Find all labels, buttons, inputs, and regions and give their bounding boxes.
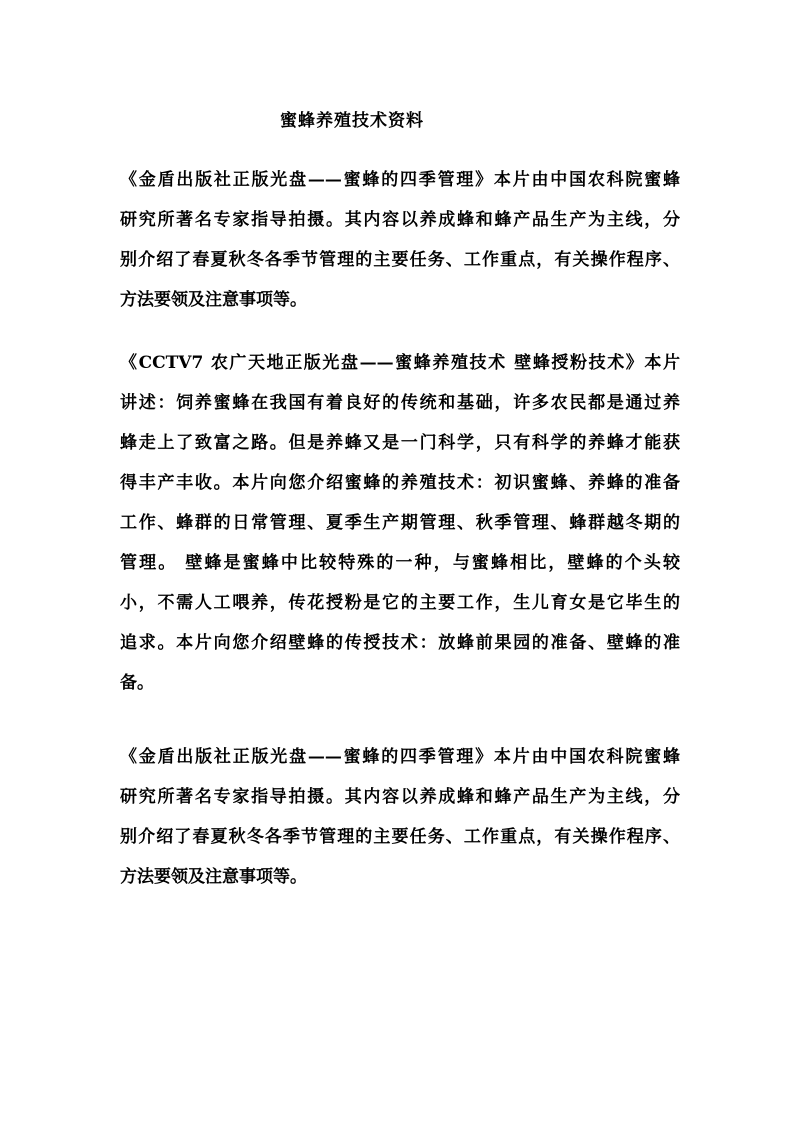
text-line: 《金盾出版社正版光盘——蜜蜂的四季管理》本片由中国农科院蜜蜂 bbox=[120, 170, 680, 190]
text-line: 别介绍了春夏秋冬各季节管理的主要任务、工作重点，有关操作程序、 bbox=[120, 250, 680, 270]
text-line: 备。 bbox=[120, 673, 154, 693]
text-line: 小，不需人工喂养，传花授粉是它的主要工作，生儿育女是它毕生的 bbox=[120, 593, 680, 613]
document-title: 蜜蜂养殖技术资料 bbox=[280, 111, 424, 131]
text-line: 讲述：饲养蜜蜂在我国有着良好的传统和基础，许多农民都是通过养 bbox=[120, 393, 680, 413]
text-line: 方法要领及注意事项等。 bbox=[120, 290, 307, 310]
text-line: 《CCTV7 农广天地正版光盘——蜜蜂养殖技术 壁蜂授粉技术》本片 bbox=[120, 353, 680, 373]
paragraph-2 bbox=[120, 343, 680, 703]
text-line: 别介绍了春夏秋冬各季节管理的主要任务、工作重点，有关操作程序、 bbox=[120, 827, 680, 847]
text-line: 《金盾出版社正版光盘——蜜蜂的四季管理》本片由中国农科院蜜蜂 bbox=[120, 747, 680, 767]
text-line: 工作、蜂群的日常管理、夏季生产期管理、秋季管理、蜂群越冬期的 bbox=[120, 513, 680, 533]
paragraph-1 bbox=[120, 160, 680, 320]
text-line: 研究所著名专家指导拍摄。其内容以养成蜂和蜂产品生产为主线，分 bbox=[120, 210, 680, 230]
text-line: 方法要领及注意事项等。 bbox=[120, 867, 307, 887]
text-line: 追求。本片向您介绍壁蜂的传授技术：放蜂前果园的准备、壁蜂的准 bbox=[120, 633, 680, 653]
text-line: 管理。 壁蜂是蜜蜂中比较特殊的一种，与蜜蜂相比，壁蜂的个头较 bbox=[120, 553, 680, 573]
paragraph-3 bbox=[120, 737, 680, 897]
text-line: 研究所著名专家指导拍摄。其内容以养成蜂和蜂产品生产为主线，分 bbox=[120, 787, 680, 807]
text-line: 蜂走上了致富之路。但是养蜂又是一门科学，只有科学的养蜂才能获 bbox=[120, 433, 680, 453]
text-line: 得丰产丰收。本片向您介绍蜜蜂的养殖技术：初识蜜蜂、养蜂的准备 bbox=[120, 473, 680, 493]
